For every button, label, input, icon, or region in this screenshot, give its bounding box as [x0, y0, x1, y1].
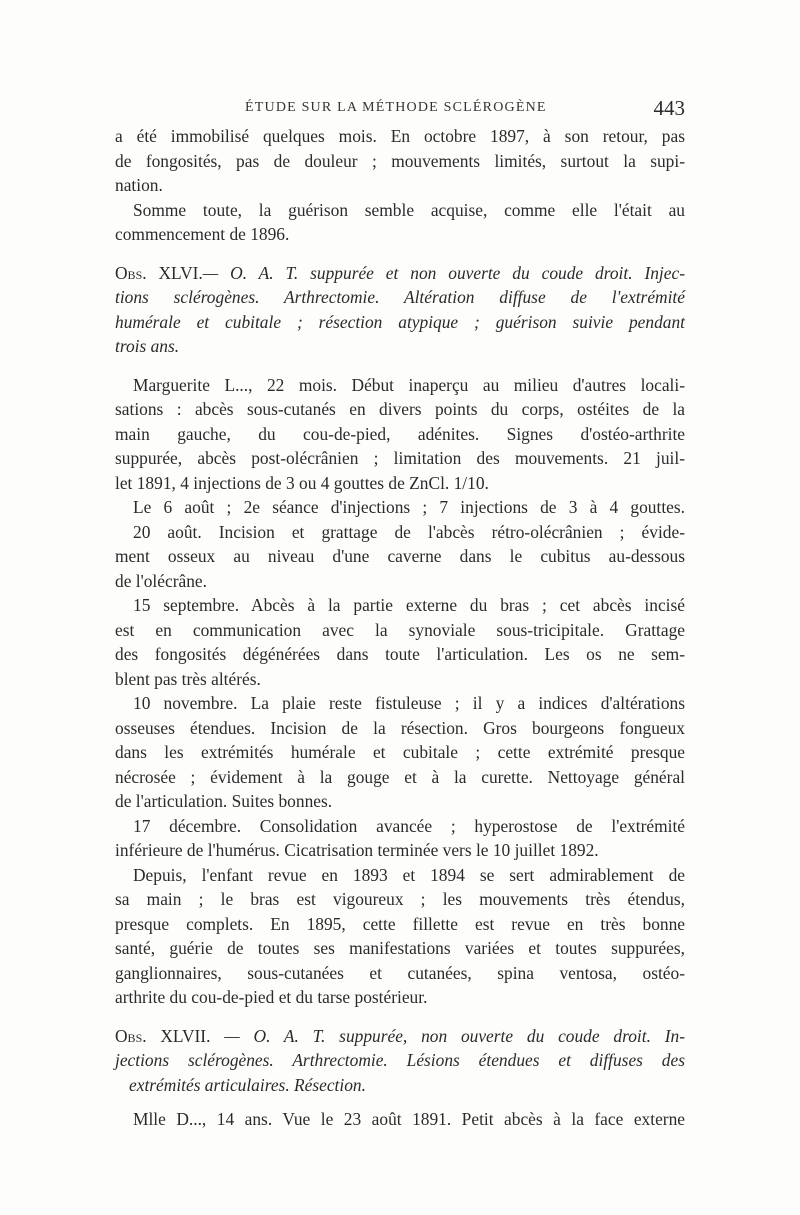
text-line: sa main ; le bras est vigoureux ; les mouvements très étendus, — [115, 889, 685, 909]
text-line: arthrite du cou-de-pied et du tarse postérieur. — [115, 987, 428, 1007]
text-line: de l'articulation. Suites bonnes. — [115, 791, 333, 811]
text-line: osseuses étendues. Incision de la résection. Gros bourgeons fongueux — [115, 717, 685, 738]
body-text — [115, 124, 685, 1132]
text-line: Depuis, l'enfant revue en 1893 et 1894 se sert admirablement de — [133, 864, 685, 885]
text-line: 20 août. Incision et grattage de l'abcès rétro-olécrânien ; évide- — [133, 521, 685, 542]
text-line: inférieure de l'humérus. Cicatrisation terminée vers le 10 juillet 1892. — [115, 840, 599, 860]
text-line: de fongosités, pas de douleur ; mouvements limités, surtout la supi- — [115, 150, 685, 171]
text-line: Le 6 août ; 2e séance d'injections ; 7 injections de 3 à 4 gouttes. — [133, 497, 685, 517]
observation-title-line: extrémités articulaires. Résection. — [129, 1074, 366, 1095]
observation-title: — O. A. T. suppurée, non ouverte du coude droit. In- — [224, 1025, 685, 1046]
observation-heading-46 — [115, 261, 685, 286]
observation-title-line: trois ans. — [115, 336, 180, 356]
text-line: est en communication avec la synoviale sous-tricipitale. Grattage — [115, 619, 685, 640]
text-line: des fongosités dégénérées dans toute l'articulation. Les os ne sem- — [115, 644, 685, 664]
text-line: commencement de 1896. — [115, 224, 290, 244]
text-line: blent pas très altérés. — [115, 668, 261, 689]
text-line: nécrosée ; évidement à la gouge et à la curette. Nettoyage général — [115, 766, 685, 787]
observation-title-line: jections sclérogènes. Arthrectomie. Lésions étendues et diffuses des — [115, 1050, 685, 1070]
text-line: ment osseux au niveau d'une caverne dans le cubitus au-dessous — [115, 546, 685, 566]
running-title: ÉTUDE SUR LA MÉTHODE SCLÉROGÈNE — [245, 100, 547, 115]
text-line: Somme toute, la guérison semble acquise, comme elle l'était au — [133, 199, 685, 220]
text-line: suppurée, abcès post-olécrânien ; limitation des mouvements. 21 juil- — [115, 448, 685, 468]
observation-title-line: humérale et cubitale ; résection atypique ; guérison suivie pendant — [115, 311, 685, 332]
text-line: 10 novembre. La plaie reste fistuleuse ; il y a indices d'altérations — [133, 693, 685, 713]
text-line: de l'olécrâne. — [115, 570, 207, 591]
text-line: let 1891, 4 injections de 3 ou 4 gouttes de ZnCl. 1/10. — [115, 472, 489, 493]
text-line: main gauche, du cou-de-pied, adénites. Signes d'ostéo-arthrite — [115, 423, 685, 444]
text-line: Marguerite L..., 22 mois. Début inaperçu au milieu d'autres locali- — [133, 374, 685, 395]
text-line: sations : abcès sous-cutanés en divers points du corps, ostéites de la — [115, 399, 685, 419]
text-line: a été immobilisé quelques mois. En octobre 1897, à son retour, pas — [115, 126, 685, 146]
text-line: nation. — [115, 175, 163, 195]
text-line: dans les extrémités humérale et cubitale ; cette extrémité presque — [115, 742, 685, 762]
observation-heading-47 — [115, 1024, 685, 1049]
text-line: ganglionnaires, sous-cutanées et cutanées, spina ventosa, ostéo- — [115, 962, 685, 983]
text-line: 17 décembre. Consolidation avancée ; hyperostose de l'extrémité — [133, 815, 685, 836]
page-number: 443 — [653, 96, 685, 120]
observation-label: Obs. XLVI. — [115, 262, 203, 283]
text-line: 15 septembre. Abcès à la partie externe du bras ; cet abcès incisé — [133, 595, 685, 615]
text-line: Mlle D..., 14 ans. Vue le 23 août 1891. Petit abcès à la face externe — [133, 1109, 685, 1129]
observation-label: Obs. XLVII. — [115, 1025, 211, 1046]
text-line: santé, guérie de toutes ses manifestations variées et toutes suppurées, — [115, 938, 685, 958]
running-header — [115, 96, 685, 124]
text-line: presque complets. En 1895, cette fillette est revue en très bonne — [115, 913, 685, 934]
observation-title-line: tions sclérogènes. Arthrectomie. Altération diffuse de l'extrémité — [115, 287, 685, 307]
observation-title: — O. A. T. suppurée et non ouverte du coude droit. Injec- — [202, 262, 685, 283]
